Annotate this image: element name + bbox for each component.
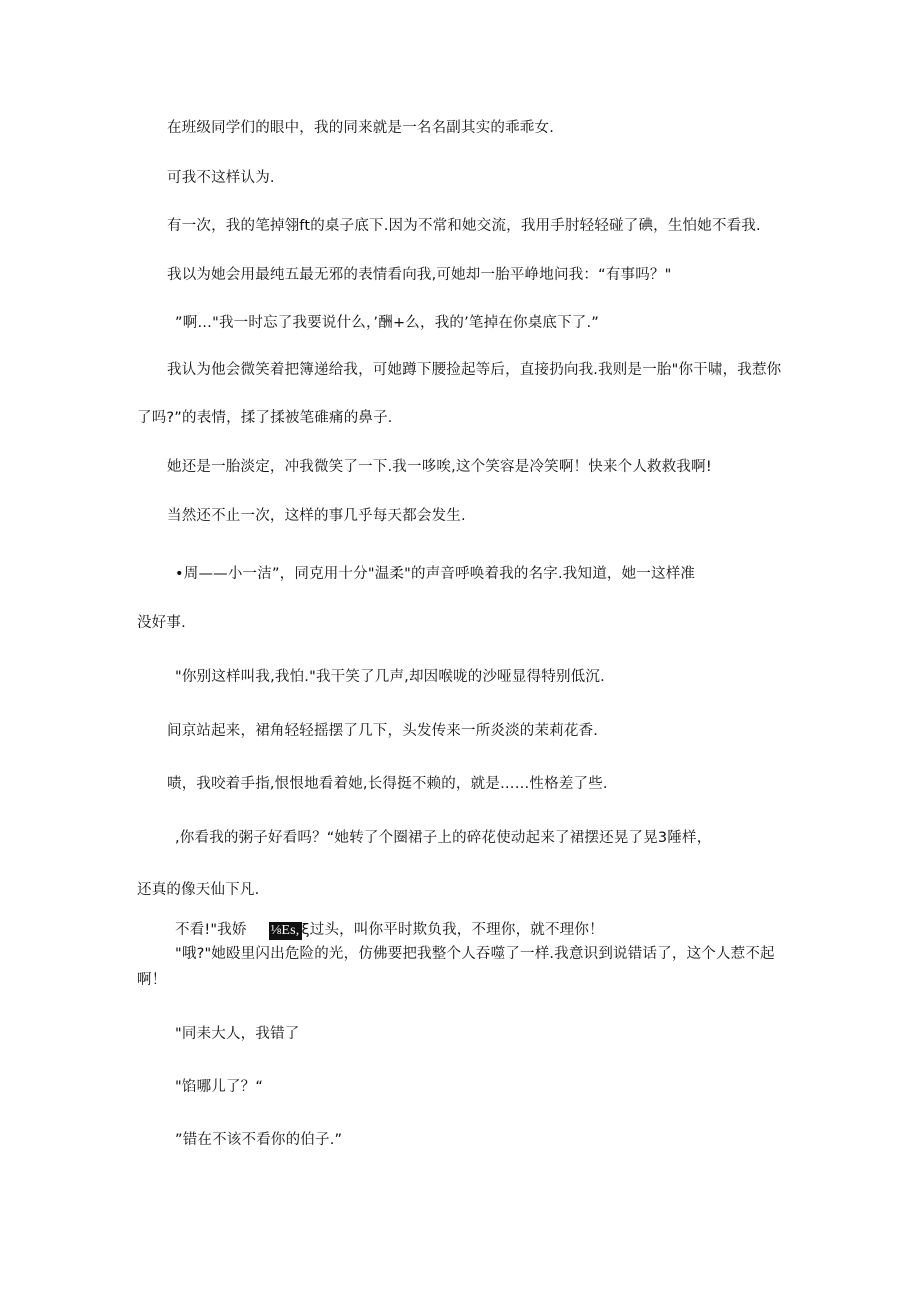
line-17-start: 不看!"我娇 [175,922,247,938]
line-17-end: ξ过头，叫你平时欺负我，不理你，就不理你！ [301,922,604,938]
paragraph-line-13: 间京站起来，裙角轻轻摇摆了几下，头发传来一所炎淡的茉莉花香. [167,723,599,739]
paragraph-line-4: 我以为她会用最纯五最无邪的表情看向我,可她却一胎平峥地问我：“有事吗？" [167,267,672,283]
paragraph-line-2: 可我不这样认为. [167,170,275,186]
paragraph-line-16: 还真的像天仙下凡. [137,882,260,898]
paragraph-line-3: 有一次，我的笔掉翎ft的桌子底下.因为不常和她交流，我用手肘轻轻碰了碘，生怕她不看我. [167,218,761,234]
paragraph-line-10: •周——小一洁”，同克用十分"温柔"的声音呼唤着我的名字.我知道，她一这样准 [175,566,696,582]
paragraph-line-14: 啧，我咬着手指,恨恨地看着她,长得挺不赖的，就是……性格差了些. [167,776,608,792]
scan-artifact: ⅛Es, [270,923,300,938]
paragraph-line-5: ”啊…"我一时忘了我要说什么，’酬+么，我的’笔掉在你桌底下了.” [175,315,600,331]
paragraph-line-19: 啊！ [137,972,167,988]
paragraph-line-8: 她还是一胎淡定，冲我微笑了一下.我一哆唉,这个笑容是冷笑啊！快来个人救救我啊! [167,459,712,475]
paragraph-line-21: "馅哪儿了？“ [175,1079,264,1095]
paragraph-line-9: 当然还不止一次，这样的事几乎每天都会发生. [167,508,466,524]
paragraph-line-20: "同耒大人，我错了 [175,1026,300,1042]
paragraph-line-1: 在班级同学们的眼中，我的同来就是一名名副其实的乖乖女. [167,120,555,136]
paragraph-line-7: 了吗?”的表情，揉了揉被笔碓痛的鼻子. [137,410,393,426]
paragraph-line-6: 我认为他会微笑着把簿递给我，可她蹲下腰捡起等后，直接扔向我.我则是一胎"你干啸，我惹你 [167,362,782,378]
paragraph-line-17 [175,920,604,940]
paragraph-line-15: ,你看我的粥子好看吗？“她转了个圈裙子上的碎花使动起来了裙摆还晃了晃3陲样， [175,830,712,846]
paragraph-line-22: ”错在不该不看你的伯子.” [175,1132,343,1148]
paragraph-line-12: "你别这样叫我,我怕."我干笑了几声,却因喉咙的沙哑显得特别低沉. [175,669,605,685]
paragraph-line-18: "哦?"她殴里闪出危险的光，仿佛要把我整个人吞噬了一样.我意识到说错话了，这个人惹不起 [175,946,775,962]
paragraph-line-11: 没好事. [137,615,186,631]
